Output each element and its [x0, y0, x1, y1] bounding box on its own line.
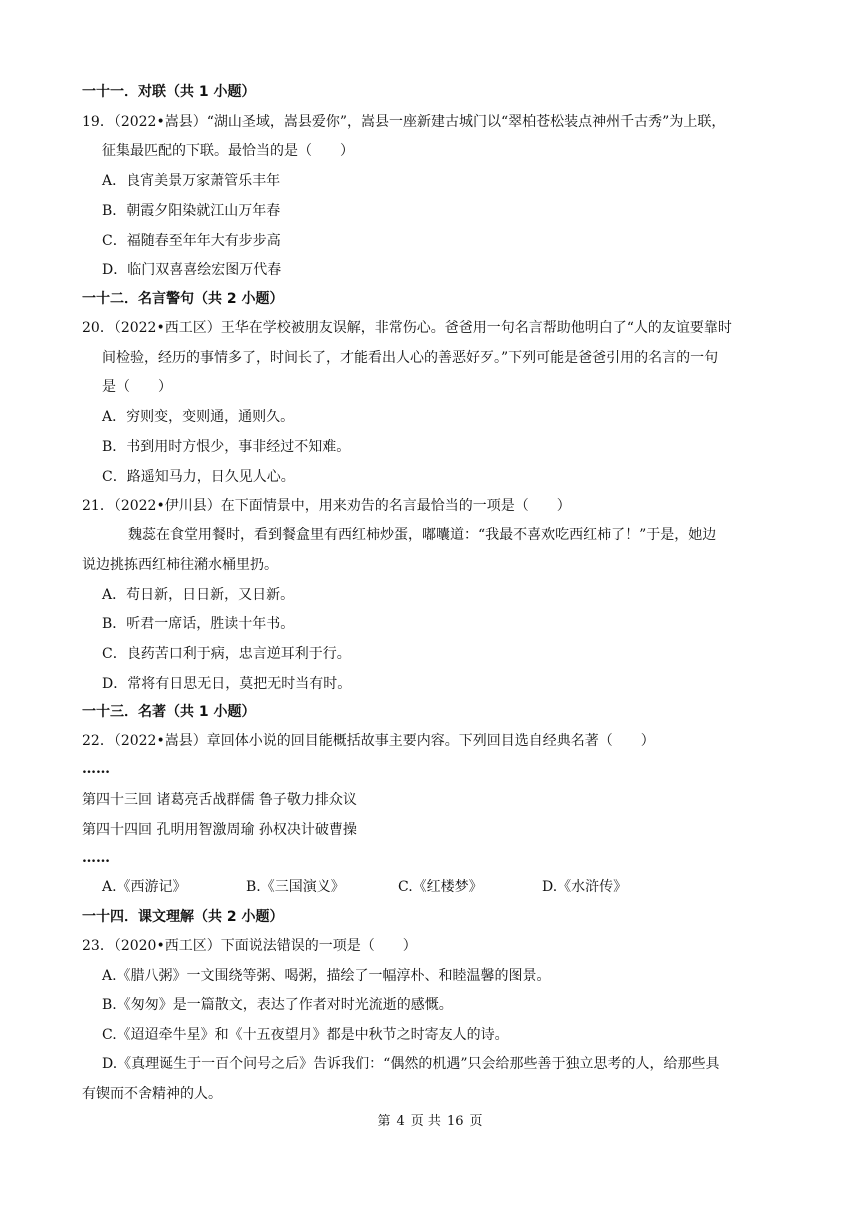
question-19-option-a: A．良宵美景万家萧管乐丰年 — [102, 173, 281, 189]
question-21-option-d: D．常将有日思无日，莫把无时当有时。 — [102, 676, 352, 692]
section-heading-quotes: 一十二．名言警句（共 2 小题） — [82, 291, 284, 307]
section-heading-couplet: 一十一．对联（共 1 小题） — [82, 84, 256, 100]
question-23-option-d: D.《真理诞生于一百个问号之后》告诉我们：“偶然的机遇”只会给那些善于独立思考的人，给那些具 — [102, 1056, 720, 1072]
chapter-title-44: 第四十四回 孔明用智激周瑜 孙权决计破曹操 — [82, 822, 357, 838]
section-heading-classics: 一十三．名著（共 1 小题） — [82, 704, 256, 720]
question-22-stem: 22．（2022•嵩县）章回体小说的回目能概括故事主要内容。下列回目选自经典名著（ ） — [82, 733, 655, 749]
question-20-stem-cont: 间检验，经历的事情多了，时间长了，才能看出人心的善恶好歹。”下列可能是爸爸引用的名言的一句 — [102, 350, 719, 366]
question-23-stem: 23．（2020•西工区）下面说法错误的一项是（ ） — [82, 938, 417, 954]
question-21-option-c: C．良药苦口利于病，忠言逆耳利于行。 — [102, 646, 351, 662]
question-21-option-b: B．听君一席话，胜读十年书。 — [102, 616, 295, 632]
ellipsis-bottom: …… — [82, 850, 110, 866]
question-21-option-a: A．苟日新，日日新，又日新。 — [102, 587, 295, 603]
question-19-stem: 19．（2022•嵩县）“湖山圣域，嵩县爱你”，嵩县一座新建古城门以“翠柏苍松装点神州千古秀”为上联， — [82, 114, 726, 130]
question-20-stem: 20．（2022•西工区）王华在学校被朋友误解，非常伤心。爸爸用一句名言帮助他明白了“人的友谊要靠时 — [82, 320, 732, 336]
question-22-options — [102, 877, 742, 897]
footer-text-2: 页 共 — [410, 1114, 441, 1129]
question-21-stem: 21．（2022•伊川县）在下面情景中，用来劝告的名言最恰当的一项是（ ） — [82, 498, 571, 514]
question-21-passage-cont: 说边挑拣西红柿往潲水桶里扔。 — [82, 557, 278, 573]
section-heading-text-comprehension: 一十四．课文理解（共 2 小题） — [82, 909, 284, 925]
footer-text-3: 页 — [469, 1114, 483, 1129]
question-23-option-d-cont: 有锲而不舍精神的人。 — [82, 1086, 222, 1102]
chapter-title-43: 第四十三回 诸葛亮舌战群儒 鲁子敬力排众议 — [82, 792, 357, 808]
question-23-option-c: C.《迢迢牵牛星》和《十五夜望月》都是中秋节之时寄友人的诗。 — [102, 1027, 509, 1043]
ellipsis-top: …… — [82, 761, 110, 777]
question-19-stem-cont: 征集最匹配的下联。最恰当的是（ ） — [102, 143, 354, 159]
question-19-option-d: D．临门双喜喜绘宏图万代春 — [102, 262, 282, 278]
question-22-option-a: A.《西游记》 — [102, 879, 187, 895]
question-20-stem-end: 是（ ） — [102, 379, 172, 395]
footer-text-1: 第 — [377, 1114, 391, 1129]
question-19-option-c: C．福随春至年年大有步步高 — [102, 233, 281, 249]
question-20-option-a: A．穷则变，变则通，通则久。 — [102, 409, 295, 425]
question-20-option-c: C．路遥知马力，日久见人心。 — [102, 469, 295, 485]
page-footer — [0, 1112, 860, 1132]
question-22-option-b: B.《三国演义》 — [246, 879, 345, 895]
page-total: 16 — [446, 1114, 464, 1129]
question-22-option-c: C.《红楼梦》 — [398, 879, 483, 895]
question-21-passage: 魏蕊在食堂用餐时，看到餐盒里有西红柿炒蛋，嘟囔道：“我最不喜欢吃西红柿了！”于是，她边 — [128, 527, 717, 543]
page-number: 4 — [396, 1114, 405, 1129]
question-23-option-b: B.《匆匆》是一篇散文，表达了作者对时光流逝的感慨。 — [102, 997, 453, 1013]
question-23-option-a: A.《腊八粥》一文围绕等粥、喝粥，描绘了一幅淳朴、和睦温馨的图景。 — [102, 968, 551, 984]
question-20-option-b: B．书到用时方恨少，事非经过不知难。 — [102, 439, 351, 455]
question-22-option-d: D.《水浒传》 — [542, 879, 628, 895]
question-19-option-b: B．朝霞夕阳染就江山万年春 — [102, 203, 281, 219]
